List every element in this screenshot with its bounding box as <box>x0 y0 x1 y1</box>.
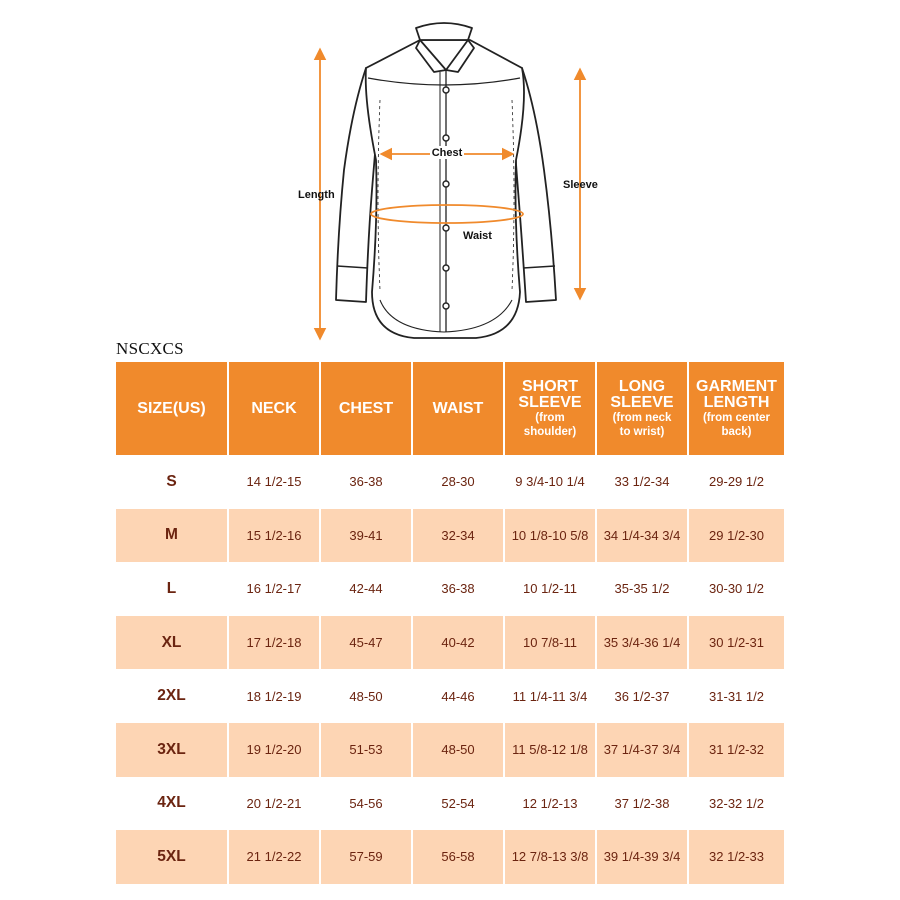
measurement-cell: 10 1/2-11 <box>504 562 596 616</box>
measurement-cell: 52-54 <box>412 777 504 831</box>
column-header <box>596 362 688 455</box>
column-header-note: to wrist) <box>619 425 665 438</box>
table-row <box>116 455 784 509</box>
column-header <box>320 362 412 455</box>
measurement-cell: 12 7/8-13 3/8 <box>504 830 596 884</box>
column-header <box>412 362 504 455</box>
measurement-cell: 37 1/2-38 <box>596 777 688 831</box>
column-header <box>116 362 228 455</box>
measurement-cell: 18 1/2-19 <box>228 669 320 723</box>
measurement-cell: 19 1/2-20 <box>228 723 320 777</box>
column-header-note: (from center <box>702 411 771 424</box>
measurement-cell: 44-46 <box>412 669 504 723</box>
measurement-cell: 12 1/2-13 <box>504 777 596 831</box>
measurement-cell: 32-32 1/2 <box>688 777 784 831</box>
table-row <box>116 509 784 563</box>
measurement-cell: 48-50 <box>320 669 412 723</box>
column-header-title: CHEST <box>338 399 394 417</box>
measurement-cell: 16 1/2-17 <box>228 562 320 616</box>
column-header-note: back) <box>721 425 752 438</box>
measurement-cell: 14 1/2-15 <box>228 455 320 509</box>
measurement-cell: 11 5/8-12 1/8 <box>504 723 596 777</box>
size-cell: L <box>166 579 177 597</box>
measurement-cell: 42-44 <box>320 562 412 616</box>
measurement-cell: 11 1/4-11 3/4 <box>504 669 596 723</box>
size-cell: 3XL <box>116 723 228 777</box>
size-cell: 2XL <box>157 687 186 705</box>
size-chart-body <box>116 455 784 884</box>
measurement-cell: 39 1/4-39 3/4 <box>596 830 688 884</box>
table-row <box>116 830 784 884</box>
measurement-cell: 28-30 <box>412 455 504 509</box>
measurement-cell: 32-34 <box>412 509 504 563</box>
column-header-title: LONG <box>618 377 666 395</box>
measurement-cell: 9 3/4-10 1/4 <box>504 455 596 509</box>
size-cell: XL <box>116 616 228 670</box>
measurement-cell: 36 1/2-37 <box>596 669 688 723</box>
measurement-cell: 10 1/8-10 5/8 <box>504 509 596 563</box>
measurement-cell: 54-56 <box>320 777 412 831</box>
measurement-cell: 31-31 1/2 <box>688 669 784 723</box>
measurement-cell: 40-42 <box>412 616 504 670</box>
measurement-cell: 51-53 <box>320 723 412 777</box>
waist-label: Waist <box>463 230 492 242</box>
measurement-cell: 30 1/2-31 <box>688 616 784 670</box>
column-header <box>504 362 596 455</box>
column-header <box>688 362 784 455</box>
measurement-cell: 57-59 <box>320 830 412 884</box>
column-header-note: (from <box>535 411 565 424</box>
column-header-title: SIZE(US) <box>137 399 206 417</box>
column-header-title: NECK <box>251 399 297 417</box>
size-cell: M <box>116 509 228 563</box>
column-header-note: shoulder) <box>523 425 577 438</box>
column-header-title: GARMENT <box>696 377 777 395</box>
length-label: Length <box>298 189 335 201</box>
header-row <box>116 362 784 455</box>
measurement-cell: 39-41 <box>320 509 412 563</box>
measurement-cell: 29 1/2-30 <box>688 509 784 563</box>
column-header-note: (from neck <box>612 411 672 424</box>
measurement-cell: 56-58 <box>412 830 504 884</box>
size-chart-table <box>116 362 784 884</box>
measurement-cell: 34 1/4-34 3/4 <box>596 509 688 563</box>
measurement-cell: 36-38 <box>320 455 412 509</box>
measurement-cell: 15 1/2-16 <box>228 509 320 563</box>
column-header-title: SLEEVE <box>610 393 674 411</box>
measurement-cell: 37 1/4-37 3/4 <box>596 723 688 777</box>
column-header-title: SHORT <box>522 377 578 395</box>
table-row <box>116 723 784 777</box>
shirt-measurement-diagram <box>0 0 900 360</box>
measurement-cell: 33 1/2-34 <box>596 455 688 509</box>
measurement-cell: 31 1/2-32 <box>688 723 784 777</box>
table-row <box>116 669 784 723</box>
column-header-title: LENGTH <box>703 393 770 411</box>
column-header-title: SLEEVE <box>518 393 582 411</box>
column-header-title: WAIST <box>432 399 484 417</box>
size-chart-header <box>116 362 784 455</box>
size-cell: S <box>166 472 177 490</box>
size-cell: 5XL <box>116 830 228 884</box>
measurement-cell: 21 1/2-22 <box>228 830 320 884</box>
column-header <box>228 362 320 455</box>
measurement-cell: 35 3/4-36 1/4 <box>596 616 688 670</box>
size-cell: 4XL <box>157 794 186 812</box>
measurement-cell: 17 1/2-18 <box>228 616 320 670</box>
table-row <box>116 777 784 831</box>
table-row <box>116 562 784 616</box>
measurement-cell: 30-30 1/2 <box>688 562 784 616</box>
measurement-cell: 20 1/2-21 <box>228 777 320 831</box>
measurement-cell: 35-35 1/2 <box>596 562 688 616</box>
chest-label: Chest <box>431 147 463 159</box>
brand-name: NSCXCS <box>116 339 184 358</box>
table-row <box>116 616 784 670</box>
measurement-cell: 45-47 <box>320 616 412 670</box>
measurement-cell: 29-29 1/2 <box>688 455 784 509</box>
measurement-cell: 36-38 <box>412 562 504 616</box>
measurement-cell: 48-50 <box>412 723 504 777</box>
measurement-cell: 32 1/2-33 <box>688 830 784 884</box>
measurement-cell: 10 7/8-11 <box>504 616 596 670</box>
sleeve-label: Sleeve <box>563 179 598 191</box>
